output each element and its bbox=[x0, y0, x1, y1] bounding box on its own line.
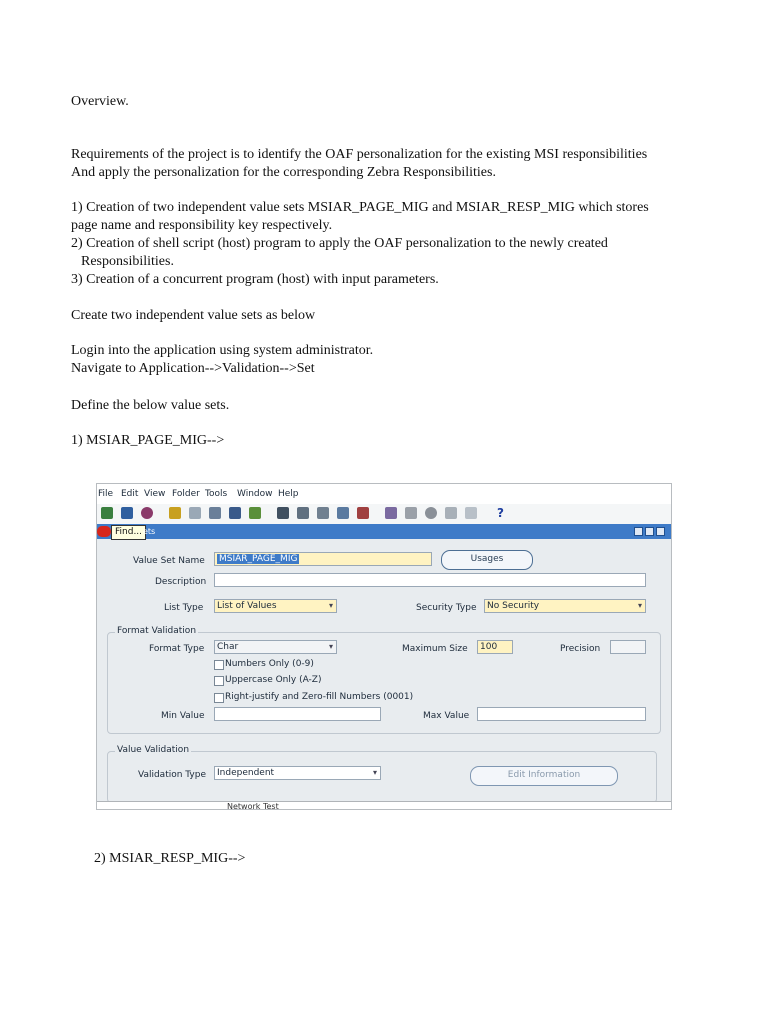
validation-type-label: Validation Type bbox=[138, 770, 206, 780]
define-value-sets: Define the below value sets. bbox=[71, 398, 230, 413]
overview-heading: Overview. bbox=[71, 94, 129, 109]
numbers-only-label: Numbers Only (0-9) bbox=[225, 659, 314, 669]
next-step-icon[interactable] bbox=[209, 507, 221, 519]
step-1-line-2: page name and responsibility key respectively. bbox=[71, 218, 333, 233]
menu-help[interactable]: Help bbox=[278, 489, 299, 499]
requirements-line-1: Requirements of the project is to identify the OAF personalization for the existing MSI responsibilities bbox=[71, 147, 648, 162]
background-form-strip bbox=[97, 801, 671, 810]
requirements-line-2: And apply the personalization for the corresponding Zebra Responsibilities. bbox=[71, 165, 496, 180]
description-label: Description bbox=[155, 577, 207, 587]
edit-information-button[interactable]: Edit Information bbox=[470, 766, 618, 786]
zoom-icon[interactable] bbox=[405, 507, 417, 519]
new-record-icon[interactable] bbox=[337, 507, 349, 519]
step-1-line-1: 1) Creation of two independent value sets MSIAR_PAGE_MIG and MSIAR_RESP_MIG which stores bbox=[71, 200, 649, 215]
chevron-down-icon: ▾ bbox=[328, 642, 333, 651]
print-icon[interactable] bbox=[229, 507, 241, 519]
value-set-name-field[interactable]: MSIAR_PAGE_MIG bbox=[214, 552, 432, 566]
menu-view[interactable]: View bbox=[144, 489, 166, 499]
close-form-icon[interactable] bbox=[249, 507, 261, 519]
copy-icon[interactable] bbox=[297, 507, 309, 519]
menu-window[interactable]: Window bbox=[237, 489, 273, 499]
max-value-field[interactable] bbox=[477, 707, 646, 721]
format-validation-label: Format Validation bbox=[117, 626, 197, 636]
menu-file[interactable]: File bbox=[98, 489, 114, 499]
navigate-instruction: Navigate to Application-->Validation-->Set bbox=[71, 361, 315, 376]
value-set-name-label: Value Set Name bbox=[133, 556, 205, 566]
security-type-label: Security Type bbox=[416, 603, 477, 613]
min-value-field[interactable] bbox=[214, 707, 381, 721]
cut-icon[interactable] bbox=[277, 507, 289, 519]
validation-type-select[interactable]: Independent ▾ bbox=[214, 766, 381, 780]
paste-icon[interactable] bbox=[317, 507, 329, 519]
open-folder-icon[interactable] bbox=[169, 507, 181, 519]
value-set-item-1: 1) MSIAR_PAGE_MIG--> bbox=[71, 433, 225, 448]
list-type-select[interactable]: List of Values ▾ bbox=[214, 599, 337, 613]
maximize-icon[interactable] bbox=[645, 527, 654, 536]
toolbar bbox=[97, 504, 671, 524]
oracle-value-sets-screenshot bbox=[96, 483, 672, 810]
precision-field[interactable] bbox=[610, 640, 646, 654]
create-value-sets: Create two independent value sets as below bbox=[71, 308, 316, 323]
chevron-down-icon: ▾ bbox=[372, 768, 377, 777]
value-set-item-2: 2) MSIAR_RESP_MIG--> bbox=[94, 851, 246, 866]
maximum-size-field[interactable]: 100 bbox=[477, 640, 513, 654]
close-icon[interactable] bbox=[656, 527, 665, 536]
folder-tools-icon[interactable] bbox=[465, 507, 477, 519]
description-field[interactable] bbox=[214, 573, 646, 587]
format-type-label: Format Type bbox=[149, 644, 205, 654]
new-icon[interactable] bbox=[101, 507, 113, 519]
list-type-label: List Type bbox=[164, 603, 204, 613]
oracle-logo-icon bbox=[97, 526, 111, 537]
save-icon[interactable] bbox=[189, 507, 201, 519]
find-icon[interactable] bbox=[121, 507, 133, 519]
min-value-label: Min Value bbox=[161, 711, 205, 721]
value-validation-label: Value Validation bbox=[117, 745, 190, 755]
step-3: 3) Creation of a concurrent program (host) with input parameters. bbox=[71, 272, 439, 287]
attachments-icon[interactable] bbox=[445, 507, 457, 519]
uppercase-only-label: Uppercase Only (A-Z) bbox=[225, 675, 322, 685]
menu-bar bbox=[97, 484, 671, 505]
window-title-bar bbox=[97, 524, 671, 539]
right-justify-label: Right-justify and Zero-fill Numbers (0001) bbox=[225, 692, 414, 702]
format-type-select[interactable]: Char ▾ bbox=[214, 640, 337, 654]
chevron-down-icon: ▾ bbox=[637, 601, 642, 610]
help-icon[interactable]: ? bbox=[497, 506, 504, 520]
menu-folder[interactable]: Folder bbox=[172, 489, 200, 499]
step-2-line-1: 2) Creation of shell script (host) program to apply the OAF personalization to the newly created bbox=[71, 236, 608, 251]
find-tooltip: Find... bbox=[111, 525, 146, 540]
max-value-label: Max Value bbox=[423, 711, 470, 721]
uppercase-only-checkbox[interactable] bbox=[214, 676, 224, 686]
precision-label: Precision bbox=[560, 644, 601, 654]
right-justify-checkbox[interactable] bbox=[214, 693, 224, 703]
step-2-line-2: Responsibilities. bbox=[81, 254, 174, 269]
window-title-suffix: ets bbox=[143, 527, 156, 536]
numbers-only-checkbox[interactable] bbox=[214, 660, 224, 670]
menu-edit[interactable]: Edit bbox=[121, 489, 139, 499]
edit-field-icon[interactable] bbox=[385, 507, 397, 519]
minimize-icon[interactable] bbox=[634, 527, 643, 536]
translations-icon[interactable] bbox=[425, 507, 437, 519]
security-type-select[interactable]: No Security ▾ bbox=[484, 599, 646, 613]
login-instruction: Login into the application using system administrator. bbox=[71, 343, 374, 358]
menu-tools[interactable]: Tools bbox=[205, 489, 228, 499]
chevron-down-icon: ▾ bbox=[328, 601, 333, 610]
background-form-text: Network Test bbox=[227, 802, 279, 810]
usages-button[interactable]: Usages bbox=[441, 550, 533, 570]
navigator-icon[interactable] bbox=[141, 507, 153, 519]
maximum-size-label: Maximum Size bbox=[402, 644, 468, 654]
delete-record-icon[interactable] bbox=[357, 507, 369, 519]
